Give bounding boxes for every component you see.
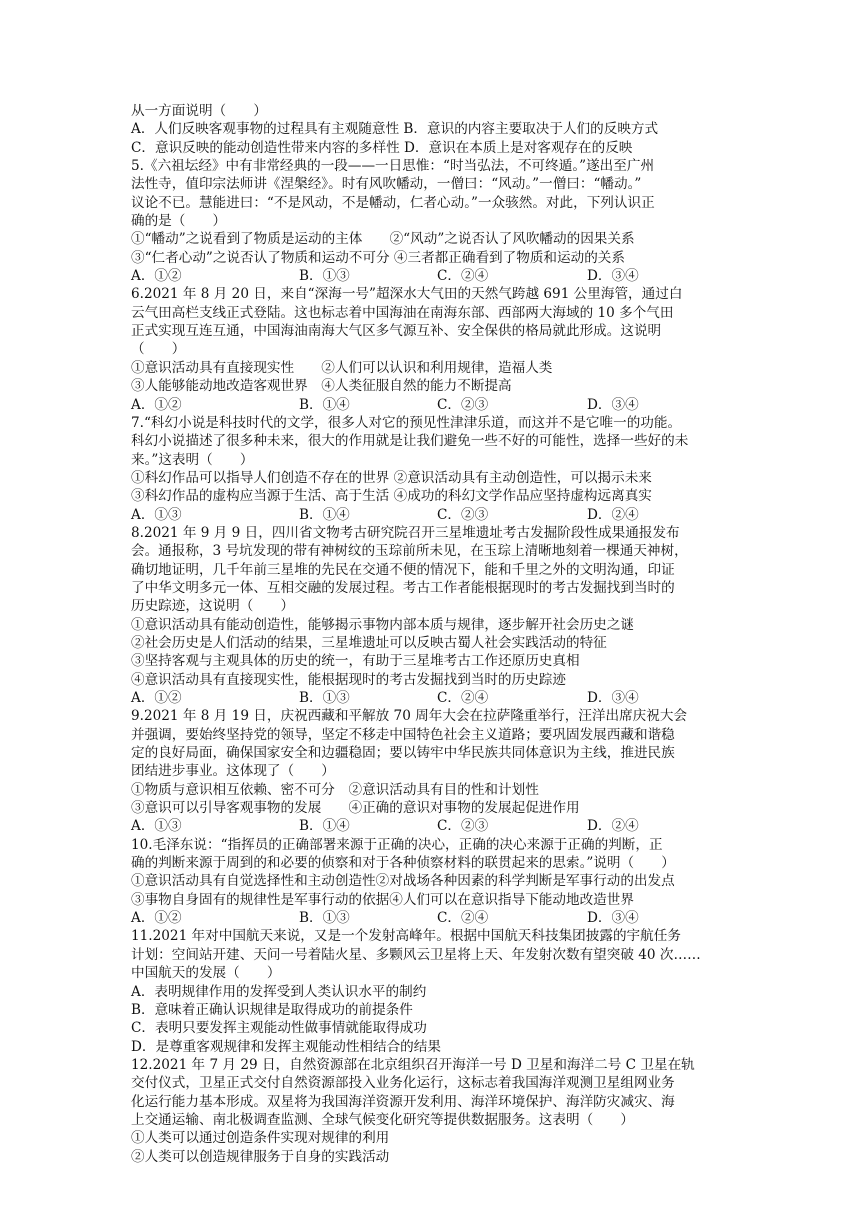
text-line: 来。”这表明（ ） — [131, 451, 254, 468]
text-line: ③人能够能动地改造客观世界 ④人类征服自然的能力不断提高 — [131, 378, 512, 395]
answer-option: D．②④ — [587, 506, 639, 523]
text-line: 确的判断来源于周到的和必要的侦察和对于各种侦察材料的联贯起来的思索。”说明（ ） — [131, 855, 675, 872]
text-line: B．意味着正确认识规律是取得成功的前提条件 — [131, 1001, 413, 1018]
text-line: ②社会历史是人们活动的结果，三星堆遗址可以反映古蜀人社会实践活动的特征 — [131, 634, 607, 651]
text-line: 11.2021 年对中国航天来说，又是一个发射高峰年。根据中国航天科技集团披露的宇航任务 — [131, 928, 681, 945]
answer-options-row — [131, 817, 743, 835]
answer-options-row — [131, 689, 743, 707]
text-line: ③事物自身固有的规律性是军事行动的依据④人们可以在意识指导下能动地改造世界 — [131, 891, 634, 908]
text-line: ④意识活动具有直接现实性，能根据现时的考古发掘找到当时的历史踪迹 — [131, 671, 566, 688]
text-line: C．意识反映的能动创造性带来内容的多样性 D．意识在本质上是对客观存在的反映 — [131, 139, 633, 156]
text-line: 会。通报称，3 号坑发现的带有神树纹的玉琮前所未见，在玉琮上清晰地刻着一棵通天神树， — [131, 543, 688, 560]
text-line: D．是尊重客观规律和发挥主观能动性相结合的结果 — [131, 1038, 441, 1055]
text-line: 10.毛泽东说：“指挥员的正确部署来源于正确的决心，正确的决心来源于正确的判断，正 — [131, 836, 663, 853]
answer-option: D．②④ — [587, 818, 639, 835]
text-line: 法性寺，值印宗法师讲《涅槃经》。时有风吹幡动，一僧曰：“风动。”一僧曰：“幡动。” — [131, 176, 642, 193]
answer-option: C．②④ — [437, 268, 489, 285]
text-line: 团结进步事业。这体现了（ ） — [131, 763, 335, 780]
text-line: ①意识活动具有自觉选择性和主动创造性②对战场各种因素的科学判断是军事行动的出发点 — [131, 873, 675, 890]
answer-option: A．①② — [131, 396, 182, 413]
text-line: 从一方面说明（ ） — [131, 103, 267, 119]
text-line: 上交通运输、南北极调查监测、全球气候变化研究等提供数据服务。这表明（ ） — [131, 1111, 634, 1128]
text-line: 并强调，要始终坚持党的领导，坚定不移走中国特色社会主义道路；要巩固发展西藏和谐稳 — [131, 726, 675, 743]
text-line: ③坚持客观与主观具体的历史的统一，有助于三星堆考古工作还原历史真相 — [131, 653, 580, 670]
answer-options-row — [131, 396, 743, 414]
text-line: ①人类可以通过创造条件实现对规律的利用 — [131, 1130, 390, 1147]
answer-option: B．①③ — [299, 690, 350, 706]
answer-option: B．①④ — [299, 506, 350, 523]
text-line: ①意识活动具有能动创造性，能够揭示事物内部本质与规律，逐步解开社会历史之谜 — [131, 616, 634, 633]
answer-options-row — [131, 506, 743, 524]
text-line: ①意识活动具有直接现实性 ②人们可以认识和利用规律，造福人类 — [131, 359, 553, 376]
answer-option: A．①③ — [131, 506, 182, 523]
text-line: ③意识可以引导客观事物的发展 ④正确的意识对事物的发展起促进作用 — [131, 800, 580, 817]
text-line: 议论不已。慧能进曰：“不是风动，不是幡动，仁者心动。”一众骇然。对此，下列认识正 — [131, 194, 655, 211]
text-line: C．表明只要发挥主观能动性做事情就能取得成功 — [131, 1020, 427, 1037]
text-line: 12.2021 年 7 月 29 日，自然资源部在北京组织召开海洋一号 D 卫星和海洋二号 C 卫星在轨 — [131, 1056, 695, 1073]
answer-option: C．②③ — [437, 506, 489, 523]
answer-option: C．②③ — [437, 396, 489, 413]
answer-option: C．②④ — [437, 910, 489, 927]
text-line: 了中华文明多元一体、互相交融的发展过程。考古工作者能根据现时的考古发掘找到当时的 — [131, 579, 675, 596]
text-line: A．表明规律作用的发挥受到人类认识水平的制约 — [131, 983, 427, 1000]
answer-option: D．③④ — [587, 396, 639, 413]
answer-options-row — [131, 267, 743, 285]
exam-page — [131, 102, 743, 1166]
answer-option: D．③④ — [587, 910, 639, 927]
text-line: 交付仪式，卫星正式交付自然资源部投入业务化运行，这标志着我国海洋观测卫星组网业务 — [131, 1075, 675, 1092]
text-line: 9.2021 年 8 月 19 日，庆祝西藏和平解放 70 周年大会在拉萨隆重举行，汪洋出席庆祝大会 — [131, 708, 688, 725]
answer-option: B．①④ — [299, 818, 350, 835]
answer-option: B．①④ — [299, 396, 350, 413]
answer-option: D．③④ — [587, 268, 639, 285]
answer-option: A．①③ — [131, 818, 182, 835]
text-line: 云气田高栏支线正式登陆。这也标志着中国海油在南海东部、西部两大海域的 10 多个气田 — [131, 304, 674, 321]
text-line: 历史踪迹，这说明（ ） — [131, 598, 295, 615]
answer-option: A．①② — [131, 268, 182, 285]
text-line: 计划：空间站开建、天问一号着陆火星、多颗风云卫星将上天、年发射次数有望突破 40 次…… — [131, 946, 701, 963]
text-line: 定的良好局面，确保国家安全和边疆稳固；要以铸牢中华民族共同体意识为主线，推进民族 — [131, 745, 675, 762]
text-line: 化运行能力基本形成。双星将为我国海洋资源开发利用、海洋环境保护、海洋防灾减灾、海 — [131, 1093, 675, 1110]
text-line: 5.《六祖坛经》中有非常经典的一段——一日思惟：“时当弘法，不可终遁。”遂出至广州 — [131, 158, 655, 175]
text-line: ③科幻作品的虚构应当源于生活、高于生活 ④成功的科幻文学作品应坚持虚构远离真实 — [131, 488, 652, 505]
text-line: 确的是（ ） — [131, 213, 227, 230]
text-line: ③“仁者心动”之说否认了物质和运动不可分 ④三者都正确看到了物质和运动的关系 — [131, 249, 625, 266]
text-line: 正式实现互连互通，中国海油南海大气区多气源互补、安全保供的格局就此形成。这说明 — [131, 323, 662, 340]
answer-option: C．②④ — [437, 690, 489, 706]
text-line: （ ） — [131, 341, 186, 358]
answer-option: B．①③ — [299, 910, 350, 927]
text-line: ①科幻作品可以指导人们创造不存在的世界 ②意识活动具有主动创造性，可以揭示未来 — [131, 469, 652, 486]
text-line: ①“幡动”之说看到了物质是运动的主体 ②“风动”之说否认了风吹幡动的因果关系 — [131, 231, 635, 248]
answer-options-row — [131, 909, 743, 927]
text-line: ①物质与意识相互依赖、密不可分 ②意识活动具有目的性和计划性 — [131, 781, 539, 798]
answer-option: B．①③ — [299, 268, 350, 285]
answer-option: A．①② — [131, 690, 182, 706]
text-line: 科幻小说描述了很多种未来，很大的作用就是让我们避免一些不好的可能性，选择一些好的未 — [131, 433, 689, 450]
answer-option: C．②③ — [437, 818, 489, 835]
text-line: 8.2021 年 9 月 9 日，四川省文物考古研究院召开三星堆遗址考古发掘阶段性成果通报发布 — [131, 524, 680, 541]
answer-option: D．③④ — [587, 690, 639, 706]
text-line: ②人类可以创造规律服务于自身的实践活动 — [131, 1148, 390, 1165]
text-line: 7.“科幻小说是科技时代的文学，很多人对它的预见性津津乐道，而这并不是它唯一的功能。 — [131, 414, 682, 431]
text-line: 确切地证明，几千年前三星堆的先民在交通不便的情况下，能和千里之外的文明沟通，印证 — [131, 561, 675, 578]
answer-option: A．①② — [131, 910, 182, 927]
text-line: 6.2021 年 8 月 20 日，来自“深海一号”超深水大气田的天然气跨越 691 公里海管，通过白 — [131, 286, 683, 303]
text-line: 中国航天的发展（ ） — [131, 965, 281, 982]
text-line: A．人们反映客观事物的过程具有主观随意性 B．意识的内容主要取决于人们的反映方式 — [131, 121, 659, 138]
